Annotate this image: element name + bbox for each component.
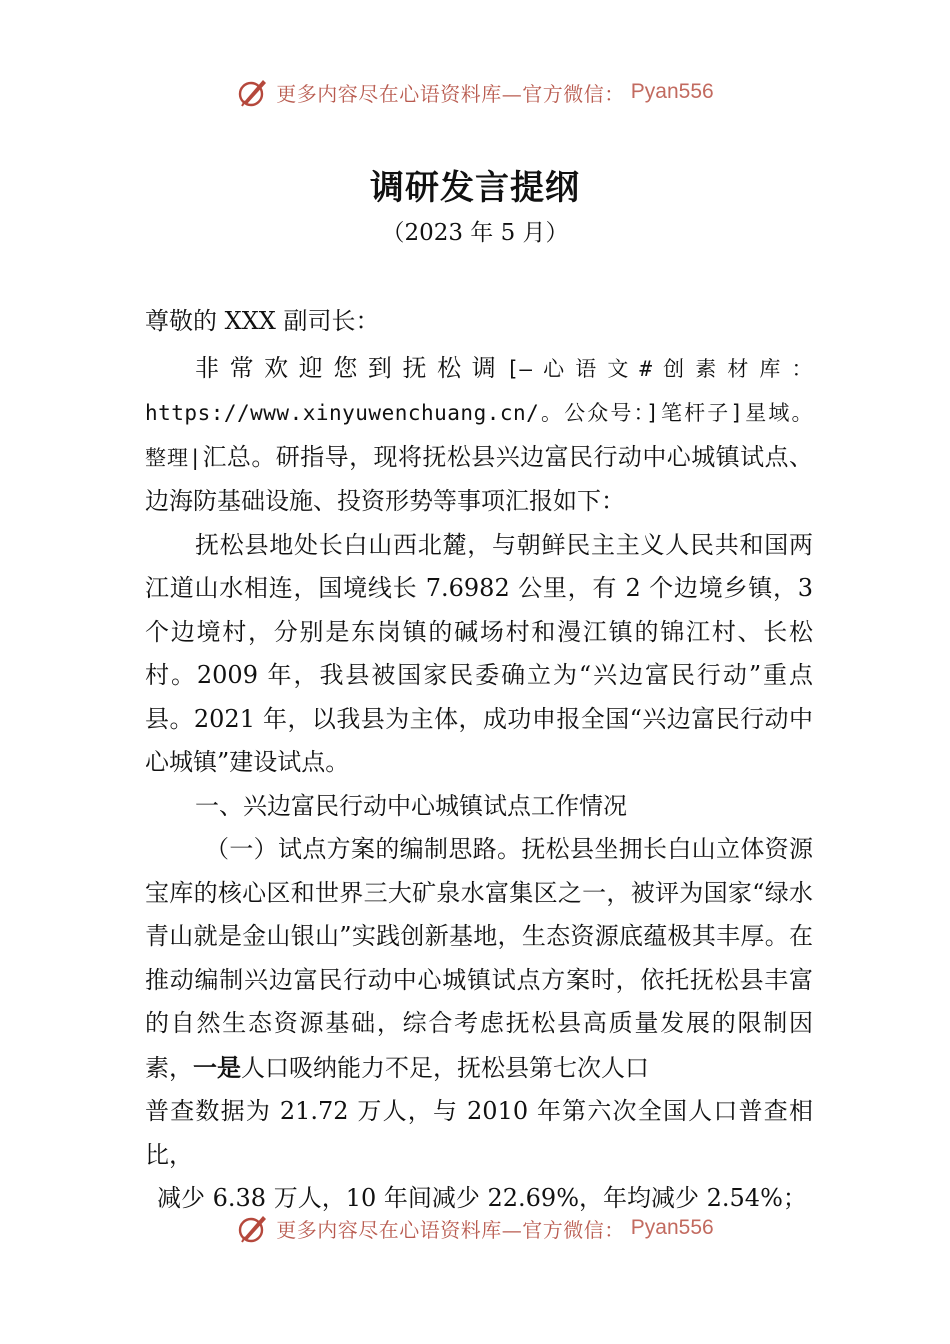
paragraph-pilot-plan	[145, 828, 813, 1090]
quill-logo-icon	[236, 1211, 270, 1245]
document-title: 调研发言提纲	[370, 168, 580, 208]
paragraph-overview: 抚松县地处长白山西北麓，与朝鲜民主主义人民共和国两江道山水相连，国境线长 7.6982 公里，有 2 个边境乡镇，3 个边境村，分别是东岗镇的碱场村和漫江镇的锦江村、长松村。2009 年，我县被国家民委确立为“兴边富民行动”重点县。2021 年，以我县为主体，成功申报全国“兴边富民行动中心城镇”建设试点。	[145, 530, 813, 776]
paragraph-intro	[145, 347, 813, 524]
watermark-text: 更多内容尽在心语资料库—官方微信：	[276, 81, 625, 106]
document-body	[145, 300, 813, 1221]
pilot-plan-line-decline: 减少 6.38 万人，10 年间减少 22.69%，年均减少 2.54%；	[157, 1184, 807, 1212]
intro-text-end: 汇总。研指导，现将抚松县兴边富民行动中心城镇试点、边海防基础设施、投资形势等事项汇报如下：	[145, 442, 813, 515]
quill-logo-icon	[236, 75, 270, 109]
pilot-plan-bold-marker: 一是	[193, 1052, 241, 1082]
document-date: （2023 年 5 月）	[381, 220, 569, 246]
header-watermark	[0, 72, 950, 112]
intro-inserted-source-text: [—心语文#创素材库：https://www.xinyuwenchuang.cn/。公众号：]笔杆子]星域。整理|	[145, 356, 813, 470]
footer-watermark	[0, 1208, 950, 1248]
watermark-text: 更多内容尽在心语资料库—官方微信：	[276, 1217, 625, 1242]
pilot-plan-line-census: 普查数据为 21.72 万人，与 2010 年第六次全国人口普查相比，	[145, 1097, 813, 1169]
pilot-plan-text-cont: 人口吸纳能力不足，抚松县第七次人口	[241, 1053, 649, 1082]
pilot-plan-text: （一）试点方案的编制思路。抚松县坐拥长白山立体资源宝库的核心区和世界三大矿泉水富集区之一，被评为国家“绿水青山就是金山银山”实践创新基地，生态资源底蕴极其丰厚。在推动编制兴边富民行动中心城镇试点方案时，依托抚松县丰富的自然生态资源基础，综合考虑抚松县高质量发展的限制因素，	[145, 835, 813, 1082]
salutation: 尊敬的 XXX 副司长：	[145, 307, 380, 335]
watermark-handle: Pyan556	[630, 80, 714, 103]
intro-text-start: 非常欢迎您到抚松调	[195, 353, 507, 382]
section-heading-1: 一、兴边富民行动中心城镇试点工作情况	[195, 791, 627, 820]
watermark-handle: Pyan556	[630, 1216, 714, 1239]
